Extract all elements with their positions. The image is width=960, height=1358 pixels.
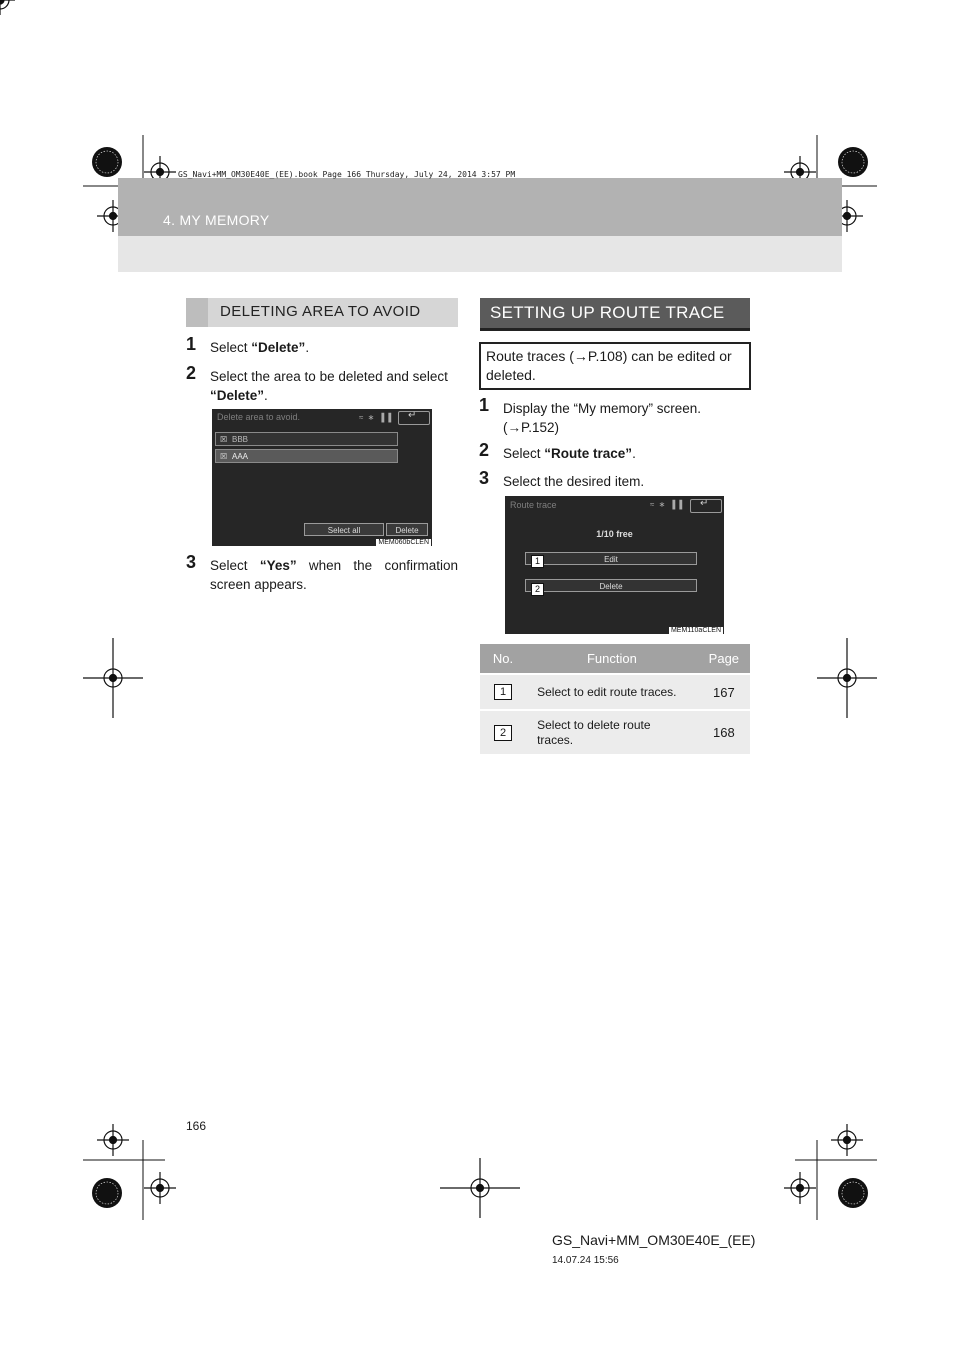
header-no: No. (480, 644, 526, 674)
step-bold: “Yes” (259, 558, 297, 573)
right-step-1 (479, 395, 750, 437)
right-step-3 (479, 468, 750, 491)
image-code: MEM060bCLEN (378, 539, 429, 546)
section-heading-deleting-area (186, 298, 458, 327)
edit-button[interactable]: Edit (525, 552, 697, 565)
step-bold: “Delete” (210, 388, 265, 403)
page-number: 166 (186, 1119, 207, 1133)
row-number: 2 (494, 725, 512, 741)
row-page: 168 (698, 710, 750, 754)
info-text: Route traces (→P.108) can be edited or deleted. (486, 348, 732, 383)
delete-button[interactable]: Delete (386, 523, 428, 536)
section-title: 4. MY MEMORY (163, 212, 270, 228)
left-step-3 (186, 552, 458, 594)
area-icon: ☒ (220, 435, 228, 444)
table-header-row (480, 644, 750, 674)
step-number: 3 (186, 552, 197, 572)
step-text: Select (210, 340, 252, 355)
section-heading-route-trace (480, 298, 750, 331)
delete-button[interactable]: Delete (525, 579, 697, 592)
step-text-end: . (264, 388, 268, 403)
area-row-label: BBB (232, 435, 249, 444)
step-text-end: . (632, 446, 636, 461)
area-row-aaa[interactable] (215, 449, 398, 463)
row-number-cell (480, 674, 526, 710)
step-text: Select the desired item. (503, 474, 645, 489)
route-trace-screen (505, 496, 724, 634)
back-button[interactable] (690, 499, 722, 513)
print-timestamp: 14.07.24 15:56 (552, 1255, 619, 1266)
step-text-end: . (305, 340, 310, 355)
select-all-button[interactable]: Select all (304, 523, 384, 536)
info-box (479, 342, 751, 390)
document-code: GS_Navi+MM_OM30E40E_(EE) (552, 1232, 756, 1248)
row-number-cell (480, 710, 526, 754)
row-page: 167 (698, 674, 750, 710)
left-step-1 (186, 334, 458, 357)
heading-text: DELETING AREA TO AVOID (220, 303, 421, 320)
header-function: Function (526, 644, 698, 674)
table-row (480, 710, 750, 754)
row-number: 1 (494, 684, 512, 700)
back-button[interactable] (398, 411, 430, 425)
step-text: Display the “My memory” screen. (→P.152) (503, 401, 702, 435)
screen-title: Route trace (510, 500, 557, 510)
heading-marker (186, 298, 208, 327)
callout-1: 1 (531, 555, 544, 568)
step-bold: “Route trace” (544, 446, 633, 461)
area-icon: ☒ (220, 452, 228, 461)
callout-2: 2 (531, 583, 544, 596)
step-number: 2 (479, 440, 490, 460)
row-function: Select to edit route traces. (526, 674, 698, 710)
step-number: 2 (186, 363, 197, 383)
step-text-end: when the confirmation screen appears. (210, 558, 458, 592)
step-number: 3 (479, 468, 490, 488)
free-count: 1/10 free (596, 529, 633, 539)
right-step-2 (479, 440, 750, 463)
delete-area-screen (212, 409, 432, 546)
step-text: Select (210, 558, 260, 573)
book-info-line: GS_Navi+MM_OM30E40E_(EE).book Page 166 Thursday, July 24, 2014 3:57 PM (178, 170, 516, 179)
function-table (480, 644, 750, 754)
step-text: Select the area to be deleted and select (210, 369, 448, 384)
area-row-label: AAA (232, 452, 249, 461)
image-code: MEM110aCLEN (670, 627, 721, 634)
screen-title: Delete area to avoid. (217, 412, 301, 422)
area-row-bbb[interactable] (215, 432, 398, 446)
step-number: 1 (479, 395, 490, 415)
left-step-2 (186, 363, 458, 405)
step-text: Select (503, 446, 545, 461)
status-icons: ≈ ∗ ▐ ▌ (650, 500, 687, 509)
step-bold: “Delete” (251, 340, 306, 355)
header-page: Page (698, 644, 750, 674)
row-function: Select to delete route traces. (526, 710, 698, 754)
table-row (480, 674, 750, 710)
heading-text: SETTING UP ROUTE TRACE (490, 303, 725, 322)
status-icons: ≈ ∗ ▐ ▌ (359, 413, 396, 422)
step-number: 1 (186, 334, 197, 354)
